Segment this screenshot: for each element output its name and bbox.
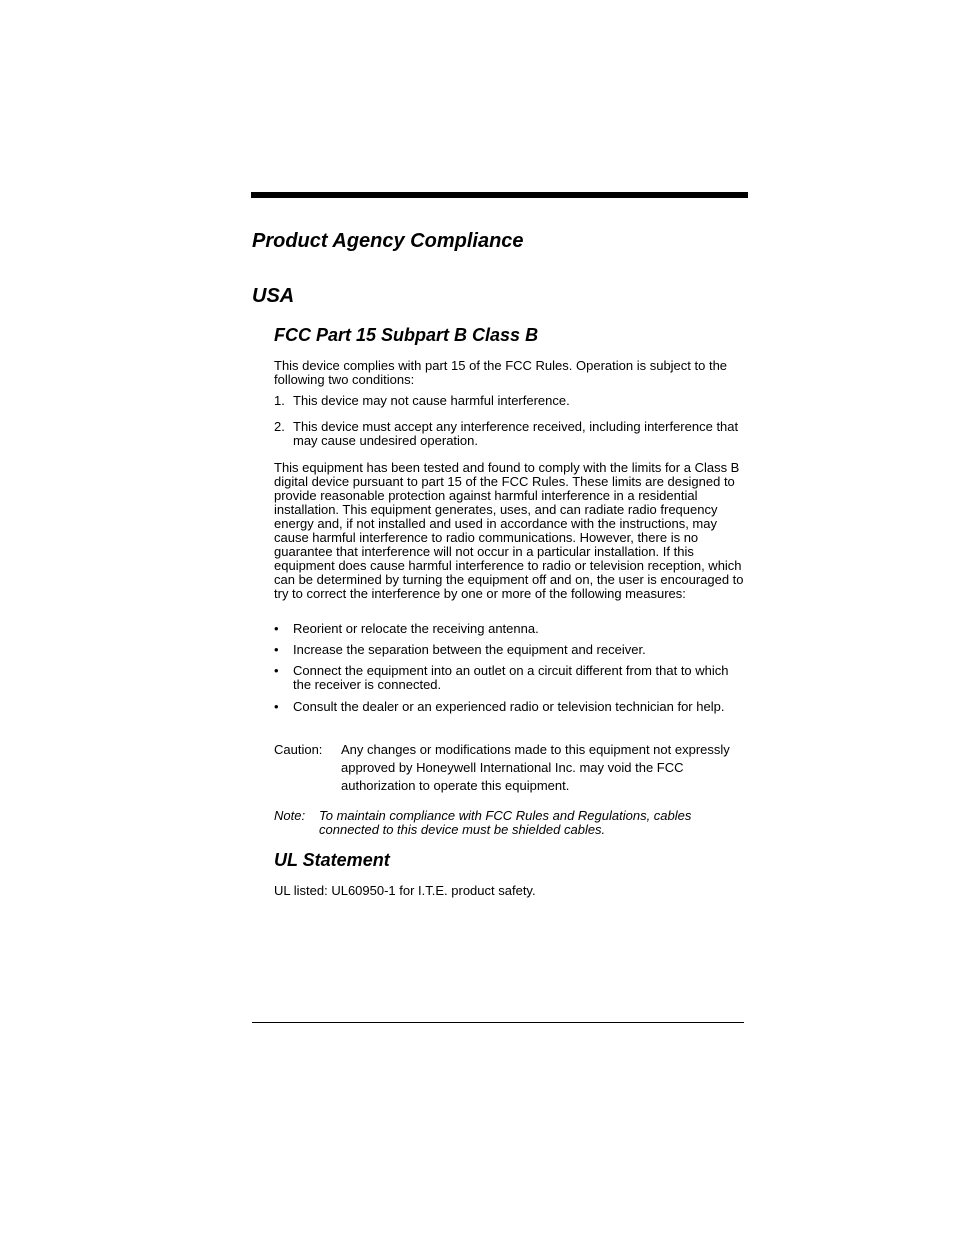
note-text: To maintain compliance with FCC Rules and Regulations, cables connected to this device must be shielded cables. [319,808,692,837]
note-block [274,809,744,837]
fcc-intro: This device complies with part 15 of the FCC Rules. Operation is subject to the following two conditions: [274,358,728,387]
caution-text: Any changes or modifications made to this equipment not expressly approved by Honeywell International Inc. may void the FCC authorization to operate this equipment. [341,742,730,793]
note-label: Note: [274,808,306,823]
fcc-heading: FCC Part 15 Subpart B Class B [274,325,539,345]
bottom-rule [252,1022,744,1023]
condition-text: This device may not cause harmful interference. [293,393,570,408]
condition-text: This device must accept any interference received, including interference that may cause undesired operation. [293,419,739,448]
fcc-intro-block [274,359,744,387]
condition-number: 1. [274,393,285,408]
bullet-icon: • [274,621,279,636]
region-heading: USA [252,285,295,307]
bullet-icon: • [274,642,279,657]
caution-label: Caution: [274,742,323,757]
measure-text: Connect the equipment into an outlet on a circuit different from that to which the receiver is connected. [293,663,729,692]
measure-text: Consult the dealer or an experienced radio or television technician for help. [293,699,725,714]
fcc-statement: This equipment has been tested and found to comply with the limits for a Class B digital device pursuant to part 15 of the FCC Rules. These limits are designed to provide reasonable protection against harmful interference in a residential installation. This equipment generates, uses, and can radiate radio frequency energy and, if not installed and used in accordance with the instructions, may cause harmful interference to radio communications. However, there is no guarantee that interference will not occur in a particular installation. If this equipment does cause harmful interference to radio or television reception, which can be determined by turning the equipment off and on, the user is encouraged to try to correct the interference by one or more of the following measures: [274,460,744,601]
ul-heading: UL Statement [274,850,390,870]
condition-number: 2. [274,419,285,434]
caution-block [274,741,744,795]
page-title: Product Agency Compliance [252,230,524,252]
measure-item [274,664,744,692]
ul-block [274,884,744,898]
measure-item [274,700,744,714]
ul-text: UL listed: UL60950-1 for I.T.E. product safety. [274,883,536,898]
fcc-statement-block [274,461,744,601]
condition-item [274,394,744,408]
measure-text: Reorient or relocate the receiving antenna. [293,621,539,636]
measure-item [274,643,744,657]
top-rule [251,192,748,198]
condition-item [274,420,744,448]
measure-text: Increase the separation between the equipment and receiver. [293,642,646,657]
measure-item [274,622,744,636]
bullet-icon: • [274,699,279,714]
bullet-icon: • [274,663,279,678]
